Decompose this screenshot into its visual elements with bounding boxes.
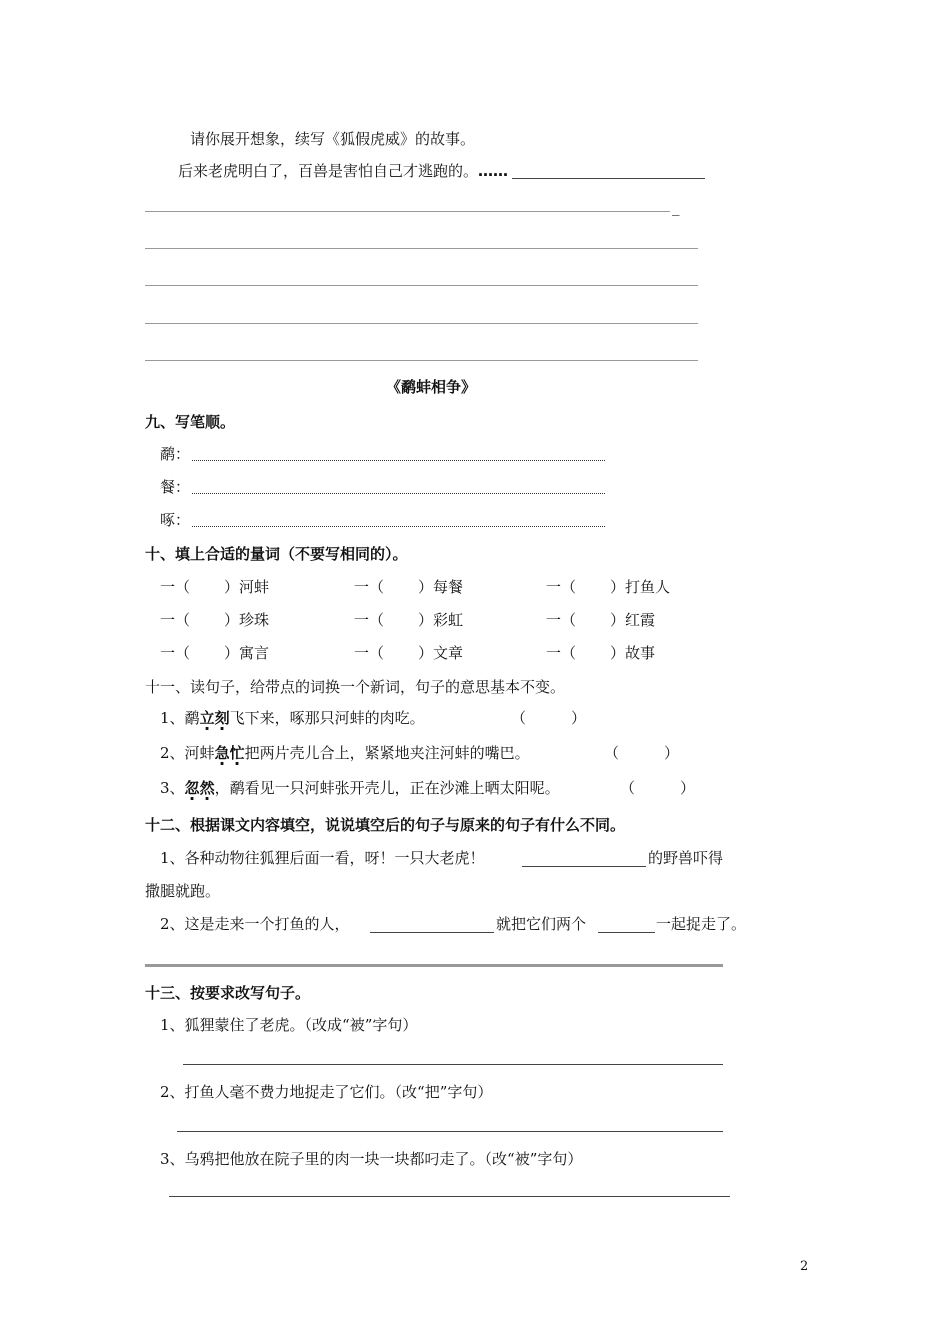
q12-sentence-2-end: 一起捉走了。 bbox=[656, 915, 747, 933]
measure-word-item: 一（ ）彩虹 bbox=[354, 611, 464, 629]
fill-blank[interactable] bbox=[522, 866, 646, 867]
q11-sentence-1: 1、鹬立刻飞下来，啄那只河蚌的肉吃。 bbox=[160, 709, 425, 727]
answer-line[interactable] bbox=[183, 1064, 723, 1065]
q11-sentence-3: 3、忽然，鹬看见一只河蚌张开壳儿，正在沙滩上晒太阳呢。 bbox=[160, 779, 560, 797]
story-start-sentence bbox=[178, 161, 508, 181]
answer-line[interactable] bbox=[177, 1131, 723, 1132]
stray-dash: _ bbox=[672, 198, 680, 216]
answer-line[interactable] bbox=[169, 1196, 730, 1197]
dotted-char: 刻 bbox=[214, 709, 230, 727]
dotted-char: 然 bbox=[199, 779, 215, 797]
answer-paren[interactable]: （ ） bbox=[620, 779, 696, 797]
stroke-order-line[interactable] bbox=[192, 526, 605, 527]
answer-line[interactable] bbox=[145, 285, 698, 286]
q10-title: 十、填上合适的量词（不要写相同的）。 bbox=[145, 545, 408, 563]
q11-sentence-2: 2、河蚌急忙把两片壳儿合上，紧紧地夹注河蚌的嘴巴。 bbox=[160, 744, 530, 762]
q13-sentence-1: 1、狐狸蒙住了老虎。（改成“被”字句） bbox=[160, 1016, 418, 1034]
measure-word-item: 一（ ）故事 bbox=[546, 644, 656, 662]
measure-word-item: 一（ ）珍珠 bbox=[160, 611, 270, 629]
q13-sentence-2: 2、打鱼人毫不费力地捉走了它们。（改“把”字句） bbox=[160, 1083, 493, 1101]
dotted-char: 忽 bbox=[184, 779, 200, 797]
q13-sentence-3: 3、乌鸦把他放在院子里的肉一块一块都叼走了。（改“被”字句） bbox=[160, 1150, 583, 1168]
q12-sentence-2: 2、这是走来一个打鱼的人， bbox=[160, 915, 350, 933]
measure-word-item: 一（ ）文章 bbox=[354, 644, 464, 662]
answer-line[interactable] bbox=[145, 360, 698, 361]
section-divider bbox=[145, 964, 723, 967]
fill-blank[interactable] bbox=[598, 932, 655, 933]
dotted-char: 忙 bbox=[229, 744, 245, 762]
q12-sentence-1: 1、各种动物往狐狸后面一看，呀！一只大老虎！ bbox=[160, 849, 485, 867]
measure-word-item: 一（ ）每餐 bbox=[354, 578, 464, 596]
q9-item-3: 啄： bbox=[160, 511, 191, 529]
q9-item-1: 鹬： bbox=[160, 445, 191, 463]
measure-word-item: 一（ ）红霞 bbox=[546, 611, 656, 629]
measure-word-item: 一（ ）河蚌 bbox=[160, 578, 270, 596]
writing-prompt: 请你展开想象，续写《狐假虎威》的故事。 bbox=[190, 130, 476, 148]
q12-sentence-1-end: 撒腿就跑。 bbox=[145, 882, 221, 900]
q13-title: 十三、按要求改写句子。 bbox=[145, 984, 311, 1002]
measure-word-item: 一（ ）寓言 bbox=[160, 644, 270, 662]
fill-blank[interactable] bbox=[370, 932, 494, 933]
ellipsis: …… bbox=[478, 162, 509, 180]
q9-item-2: 餐： bbox=[160, 478, 191, 496]
q12-sentence-2-cont: 就把它们两个 bbox=[496, 915, 587, 933]
answer-line[interactable] bbox=[145, 211, 670, 212]
stroke-order-line[interactable] bbox=[192, 460, 605, 461]
story-start-text: 后来老虎明白了，百兽是害怕自己才逃跑的。 bbox=[178, 162, 479, 180]
answer-line[interactable] bbox=[145, 323, 698, 324]
answer-paren[interactable]: （ ） bbox=[511, 709, 587, 727]
section-title: 《鹬蚌相争》 bbox=[386, 378, 477, 396]
dotted-char: 立 bbox=[199, 709, 215, 727]
stroke-order-line[interactable] bbox=[192, 493, 605, 494]
q11-title: 十一、读句子，给带点的词换一个新词，句子的意思基本不变。 bbox=[145, 678, 566, 696]
q9-title: 九、写笔顺。 bbox=[145, 413, 236, 431]
answer-line[interactable] bbox=[512, 178, 705, 179]
q12-title: 十二、根据课文内容填空，说说填空后的句子与原来的句子有什么不同。 bbox=[145, 816, 626, 834]
page-number: 2 bbox=[800, 1259, 809, 1274]
q12-sentence-1-cont: 的野兽吓得 bbox=[648, 849, 724, 867]
dotted-char: 急 bbox=[214, 744, 230, 762]
measure-word-item: 一（ ）打鱼人 bbox=[546, 578, 671, 596]
answer-paren[interactable]: （ ） bbox=[604, 744, 680, 762]
answer-line[interactable] bbox=[145, 248, 698, 249]
